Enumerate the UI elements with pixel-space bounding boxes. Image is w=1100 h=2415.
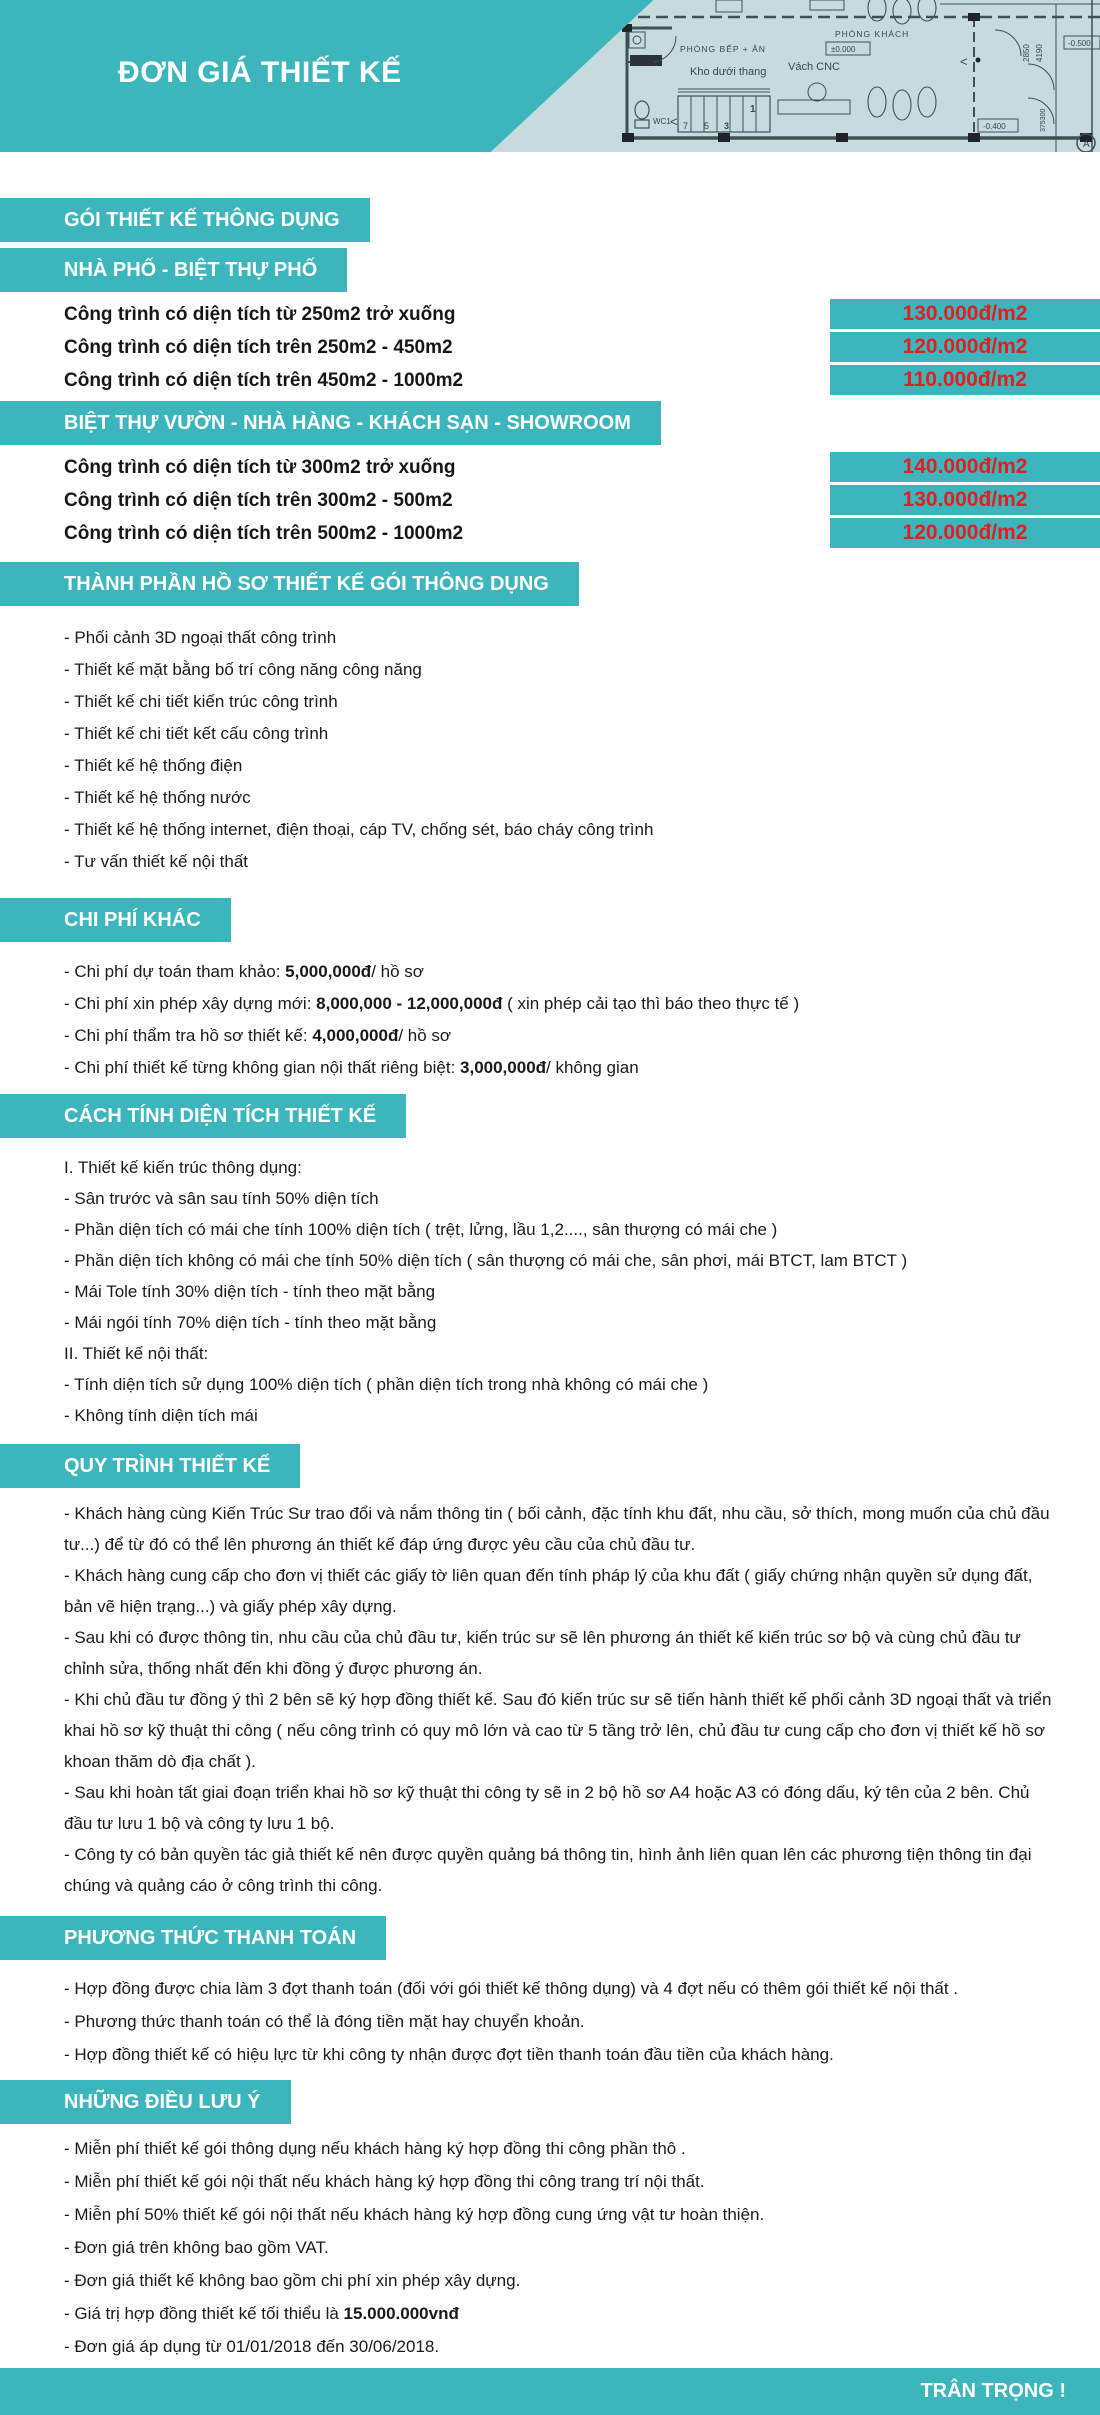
text: - Phối cảnh 3D ngoại thất công trình: [64, 628, 337, 647]
paragraph: [64, 1622, 1052, 1684]
text: - Sân trước và sân sau tính 50% diện tích: [64, 1189, 379, 1208]
section-items: [64, 1152, 1100, 1431]
text: - Miễn phí thiết kế gói thông dụng nếu khách hàng ký hợp đồng thi công phần thô .: [64, 2139, 686, 2158]
text: - Hợp đồng được chia làm 3 đợt thanh toán (đối với gói thiết kế thông dụng) và 4 đợt nếu có thêm gói thiết kế nội thất .: [64, 1979, 959, 1998]
list-item: [64, 654, 1100, 686]
text: / hồ sơ: [371, 962, 424, 981]
text: / hồ sơ: [398, 1026, 452, 1045]
price-value: 120.000đ/m2: [830, 332, 1100, 362]
price-row-label: Công trình có diện tích trên 450m2 - 1000m2: [64, 370, 464, 391]
room-label-kitchen: PHÒNG BẾP + ĂN: [680, 44, 766, 54]
text: - Chi phí thẩm tra hồ sơ thiết kế:: [64, 1026, 313, 1045]
banner-g1: GÓI THIẾT KẾ THÔNG DỤNG: [0, 198, 370, 242]
price-row: [0, 517, 1100, 550]
price-row: [0, 451, 1100, 484]
text: ( xin phép cải tạo thì báo theo thực tế ): [502, 994, 800, 1013]
section-tp: [0, 562, 1100, 878]
text: - Không tính diện tích mái: [64, 1406, 258, 1425]
room-label-living: PHÒNG KHÁCH: [835, 29, 910, 39]
text: - Thiết kế hệ thống điện: [64, 756, 243, 775]
stair-number: 7: [683, 121, 689, 131]
storage-label: Kho dưới thang: [690, 66, 767, 78]
price-row: [0, 298, 1100, 331]
section-g1: [0, 198, 1100, 242]
list-item: [64, 1369, 1100, 1400]
price-row-label: Công trình có diện tích trên 300m2 - 500m2: [64, 490, 453, 511]
paragraph: [64, 1498, 1052, 1560]
bold-text: 5,000,000đ: [285, 962, 372, 981]
list-item: [64, 2005, 1100, 2038]
list-item: [64, 1183, 1100, 1214]
text: - Tính diện tích sử dụng 100% diện tích ( phần diện tích trong nhà không có mái che ): [64, 1375, 709, 1394]
price-value: 130.000đ/m2: [830, 299, 1100, 329]
section-btv: [0, 401, 1100, 550]
banner-ctdt: CÁCH TÍNH DIỆN TÍCH THIẾT KẾ: [0, 1094, 406, 1138]
list-item: [64, 814, 1100, 846]
section-items: [64, 956, 1100, 1084]
text: - Chi phí thiết kế từng không gian nội thất riêng biệt:: [64, 1058, 461, 1077]
bold-text: 3,000,000đ: [460, 1058, 547, 1077]
text: - Khách hàng cung cấp cho đơn vị thiết các giấy tờ liên quan đến tính pháp lý của khu đất ( giấy chứng nhận quyền sử dụng đất, bản vẽ hiện trạng...) và giấy phép xây dựng.: [64, 1566, 1033, 1616]
bold-text: 4,000,000đ: [312, 1026, 399, 1045]
level-minus-040-label: -0.400: [983, 122, 1006, 131]
text: - Đơn giá thiết kế không bao gồm chi phí xin phép xây dựng.: [64, 2271, 521, 2290]
price-value: 120.000đ/m2: [830, 518, 1100, 548]
text: - Thiết kế mặt bằng bố trí công năng công năng: [64, 660, 422, 679]
list-item: [64, 718, 1100, 750]
list-item: [64, 988, 1100, 1020]
text: - Sau khi có được thông tin, nhu cầu của chủ đầu tư, kiến trúc sư sẽ lên phương án thiết kế kiến trúc sơ bộ và cùng chủ đầu tư chỉnh sửa, thống nhất đến khi đồng ý được phương án.: [64, 1628, 1021, 1678]
list-item: [64, 2264, 1100, 2297]
text: - Tư vấn thiết kế nội thất: [64, 852, 248, 871]
list-item: [64, 782, 1100, 814]
list-item: [64, 1338, 1100, 1369]
price-row: [0, 484, 1100, 517]
list-item: [64, 2330, 1100, 2363]
list-item: [64, 2132, 1100, 2165]
banner-np: NHÀ PHỐ - BIỆT THỰ PHỐ: [0, 248, 347, 292]
text: - Phần diện tích có mái che tính 100% diện tích ( trệt, lửng, lầu 1,2...., sân thượng có mái che ): [64, 1220, 778, 1239]
paragraph: [64, 1560, 1052, 1622]
list-item: [64, 1400, 1100, 1431]
section-pttt: [0, 1916, 1100, 2071]
stair-number: 1: [750, 104, 756, 115]
level-minus-050-label: -0.500: [1068, 39, 1091, 48]
text: - Đơn giá áp dụng từ 01/01/2018 đến 30/06/2018.: [64, 2337, 440, 2356]
list-item: [64, 2038, 1100, 2071]
section-np: [0, 248, 1100, 397]
text: - Khi chủ đầu tư đồng ý thì 2 bên sẽ ký hợp đồng thiết kế. Sau đó kiến trúc sư sẽ tiến hành thiết kế phối cảnh 3D ngoại thất và triển khai hồ sơ kỹ thuật thi công ( nếu công trình có quy mô lớn và cao từ 5 tầng trở lên, chủ đầu tư cung cấp cho đơn vị thiết kế hồ sơ khoan thăm dò địa chất ).: [64, 1690, 1052, 1771]
section-ly: [0, 2080, 1100, 2363]
list-item: [64, 846, 1100, 878]
list-item: [64, 1972, 1100, 2005]
text: - Thiết kế chi tiết kiến trúc công trình: [64, 692, 338, 711]
text: - Thiết kế hệ thống nước: [64, 788, 251, 807]
paragraph: [64, 1777, 1052, 1839]
section-cpk: [0, 898, 1100, 1084]
banner-ly: NHỮNG ĐIỀU LƯU Ý: [0, 2080, 291, 2124]
stair-arrow: <: [670, 114, 678, 129]
list-item: [64, 1214, 1100, 1245]
text: - Khách hàng cùng Kiến Trúc Sư trao đổi và nắm thông tin ( bối cảnh, đặc tính khu đất, nhu cầu, sở thích, mong muốn của chủ đầu tư...) để từ đó có thể lên phương án thiết kế đáp ứng được yêu cầu của chủ đầu tư.: [64, 1504, 1050, 1554]
list-item: [64, 2231, 1100, 2264]
price-row: [0, 364, 1100, 397]
text: - Giá trị hợp đồng thiết kế tối thiểu là: [64, 2304, 344, 2323]
price-row-label: Công trình có diện tích từ 250m2 trở xuống: [64, 304, 456, 325]
text: - Mái Tole tính 30% diện tích - tính theo mặt bằng: [64, 1282, 436, 1301]
kitchen-counter: [630, 55, 662, 66]
price-value: 130.000đ/m2: [830, 485, 1100, 515]
text: - Hợp đồng thiết kế có hiệu lực từ khi công ty nhận được đợt tiền thanh toán đầu tiền của khách hàng.: [64, 2045, 834, 2064]
list-item: [64, 956, 1100, 988]
stair-number: 3: [724, 121, 730, 131]
header: [0, 0, 1100, 152]
text: - Miễn phí thiết kế gói nội thất nếu khách hàng ký hợp đồng thi công trang trí nội thất.: [64, 2172, 705, 2191]
text: - Miễn phí 50% thiết kế gói nội thất nếu khách hàng ký hợp đồng cung ứng vật tư hoàn thiện.: [64, 2205, 765, 2224]
list-item: [64, 622, 1100, 654]
section-ctdt: [0, 1094, 1100, 1431]
text: - Chi phí xin phép xây dựng mới:: [64, 994, 317, 1013]
list-item: [64, 1052, 1100, 1084]
banner-qt: QUY TRÌNH THIẾT KẾ: [0, 1444, 300, 1488]
text: - Thiết kế chi tiết kết cấu công trình: [64, 724, 329, 743]
page-title: ĐƠN GIÁ THIẾT KẾ: [118, 56, 402, 89]
wall-cnc-label: Vách CNC: [788, 61, 840, 73]
section-items: [64, 2132, 1100, 2363]
section-items: [64, 622, 1100, 878]
text: / không gian: [546, 1058, 639, 1077]
price-value: 110.000đ/m2: [830, 365, 1100, 395]
price-row: [0, 331, 1100, 364]
text: - Phương thức thanh toán có thể là đóng tiền mặt hay chuyển khoản.: [64, 2012, 585, 2031]
list-item: [64, 2165, 1100, 2198]
list-item: [64, 686, 1100, 718]
list-item: [64, 1020, 1100, 1052]
price-row-label: Công trình có diện tích trên 250m2 - 450m2: [64, 337, 453, 358]
direction-arrow: <: [960, 54, 968, 69]
text: I. Thiết kế kiến trúc thông dụng:: [64, 1158, 302, 1177]
banner-cpk: CHI PHÍ KHÁC: [0, 898, 231, 942]
banner-tp: THÀNH PHẦN HỒ SƠ THIẾT KẾ GÓI THÔNG DỤNG: [0, 562, 579, 606]
list-item: [64, 1307, 1100, 1338]
dimension-label: 4190: [1035, 44, 1044, 62]
paragraph: [64, 1839, 1052, 1901]
text: - Phần diện tích không có mái che tính 50% diện tích ( sân thượng có mái che, sân phơi, mái BTCT, lam BTCT ): [64, 1251, 908, 1270]
list-item: [64, 1245, 1100, 1276]
section-qt: [0, 1444, 1100, 1901]
dimension-label: 2850: [1022, 44, 1031, 62]
list-item: [64, 2297, 1100, 2330]
list-item: [64, 1276, 1100, 1307]
banner-btv: BIỆT THỰ VƯỜN - NHÀ HÀNG - KHÁCH SẠN - SHOWROOM: [0, 401, 661, 445]
text: - Thiết kế hệ thống internet, điện thoại, cáp TV, chống sét, báo cháy công trình: [64, 820, 654, 839]
wc-label: WC1: [653, 117, 671, 126]
level-zero-label: ±0.000: [831, 45, 856, 54]
text: - Sau khi hoàn tất giai đoạn triển khai hồ sơ kỹ thuật thi công ty sẽ in 2 bộ hồ sơ A4 hoặc A3 có đóng dấu, ký tên của 2 bên. Chủ đầu tư lưu 1 bộ và công ty lưu 1 bộ.: [64, 1783, 1030, 1833]
section-items: [64, 1498, 1052, 1901]
price-row-label: Công trình có diện tích từ 300m2 trở xuống: [64, 457, 456, 478]
price-row-label: Công trình có diện tích trên 500m2 - 1000m2: [64, 523, 464, 544]
sections: [0, 152, 1100, 2363]
text: - Mái ngói tính 70% diện tích - tính theo mặt bằng: [64, 1313, 437, 1332]
bold-text: 8,000,000 - 12,000,000đ: [316, 994, 503, 1013]
paragraph: [64, 1684, 1052, 1777]
text: - Công ty có bản quyền tác giả thiết kế nên được quyền quảng bá thông tin, hình ảnh liên quan lên các phương tiện thông tin đại chúng và quảng cáo ở công trình thi công.: [64, 1845, 1032, 1895]
grid-letter: A: [1083, 139, 1090, 150]
dimension-label: 375300: [1040, 108, 1047, 132]
footer-label: TRÂN TRỌNG !: [920, 2380, 1066, 2402]
section-items: [64, 1972, 1100, 2071]
list-item: [64, 1152, 1100, 1183]
text: - Chi phí dự toán tham khảo:: [64, 962, 286, 981]
bold-text: 15.000.000vnđ: [343, 2304, 459, 2323]
list-item: [64, 750, 1100, 782]
price-value: 140.000đ/m2: [830, 452, 1100, 482]
stair-number: 5: [704, 121, 710, 131]
text: - Đơn giá trên không bao gồm VAT.: [64, 2238, 329, 2257]
banner-pttt: PHƯƠNG THỨC THANH TOÁN: [0, 1916, 386, 1960]
footer-bar: [0, 2368, 1100, 2415]
list-item: [64, 2198, 1100, 2231]
text: II. Thiết kế nội thất:: [64, 1344, 209, 1363]
